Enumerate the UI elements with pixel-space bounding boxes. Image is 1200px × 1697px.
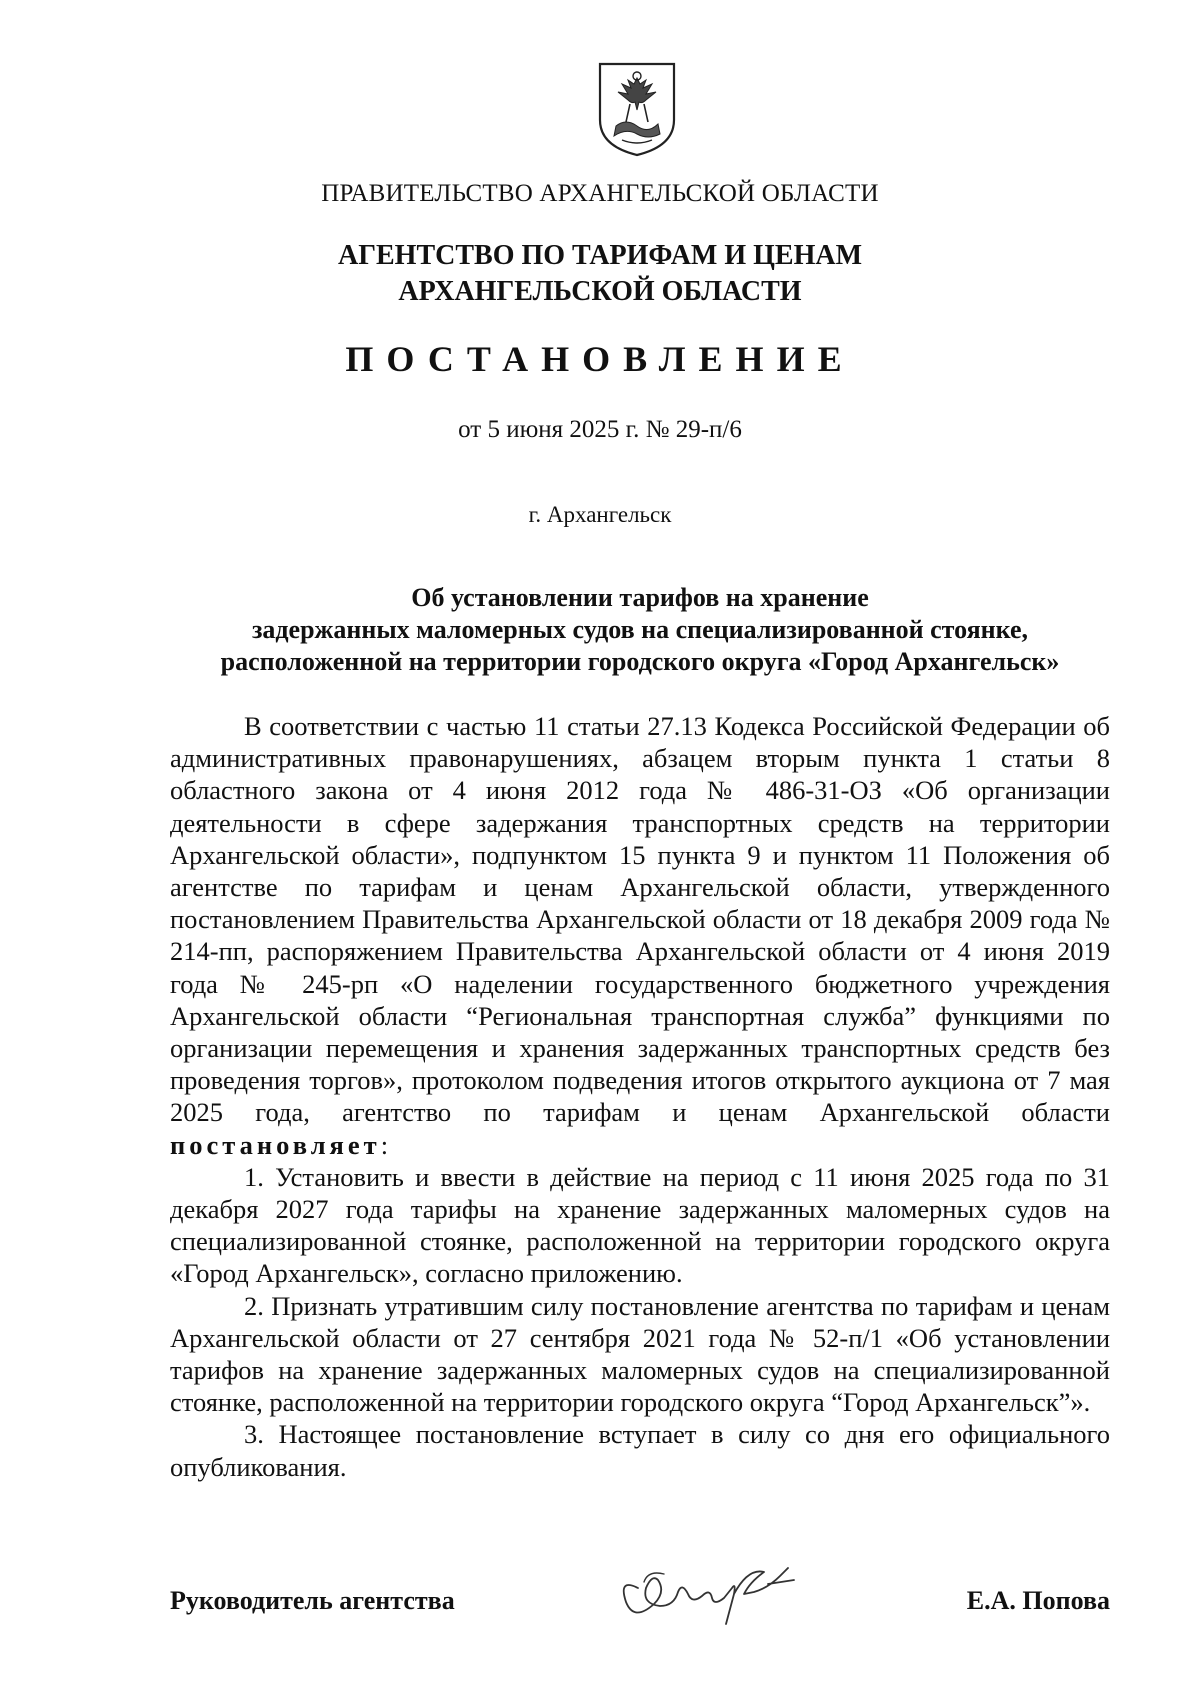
resolves-word: постановляет	[170, 1129, 381, 1160]
document-type: ПОСТАНОВЛЕНИЕ	[345, 339, 855, 379]
signature-block	[170, 1586, 1110, 1626]
item-2-paragraph: 2. Признать утратившим силу постановление агентства по тарифам и ценам Архангельской области от 27 сентября 2021 года № 52-п/1 «Об установлении тарифов на хранение задержанных маломерных судов на специализированной стоянке, расположенной на территории городского округа “Город Архангельск”».	[170, 1290, 1110, 1418]
document-date-number: от 5 июня 2025 г. № 29-п/6	[458, 416, 742, 443]
item-3-paragraph: 3. Настоящее постановление вступает в силу со дня его официального опубликования.	[170, 1419, 1110, 1482]
subject-line-2: задержанных маломерных судов на специализированной стоянке,	[251, 615, 1029, 644]
government-title: ПРАВИТЕЛЬСТВО АРХАНГЕЛЬСКОЙ ОБЛАСТИ	[321, 180, 879, 207]
document-city: г. Архангельск	[528, 502, 672, 527]
coat-of-arms-emblem	[596, 60, 678, 158]
signatory-role: Руководитель агентства	[170, 1586, 455, 1615]
agency-title-line-1: АГЕНТСТВО ПО ТАРИФАМ И ЦЕНАМ	[337, 240, 863, 271]
resolves-colon: :	[380, 1129, 389, 1160]
document-body	[170, 710, 1110, 1483]
agency-title-line-2: АРХАНГЕЛЬСКОЙ ОБЛАСТИ	[398, 276, 802, 307]
preamble-paragraph	[170, 710, 1110, 1161]
subject-line-3: расположенной на территории городского округа «Город Архангельск»	[220, 647, 1060, 676]
document-subject	[170, 582, 1110, 678]
item-1-paragraph: 1. Установить и ввести в действие на период с 11 июня 2025 года по 31 декабря 2027 года тарифы на хранение задержанных маломерных судов на специализированной стоянке, расположенной на территории городского округа «Город Архангельск», согласно приложению.	[170, 1161, 1110, 1289]
subject-line-1: Об установлении тарифов на хранение	[411, 583, 869, 612]
preamble-text: В соответствии с частью 11 статьи 27.13 Кодекса Российской Федерации об административных правонарушениях, абзацем вторым пункта 1 статьи 8 областного закона от 4 июня 2012 года № 486-31-ОЗ «Об организации деятельности в сфере задержания транспортных средств на территории Архангельской области», подпунктом 15 пункта 9 и пунктом 11 Положения об агентстве по тарифам и ценам Архангельской области, утвержденного постановлением Правительства Архангельской области от 18 декабря 2009 года № 214-пп, распоряжением Правительства Архангельской области от 4 июня 2019 года № 245-рп «О наделении государственного бюджетного учреждения Архангельской области “Региональная транспортная служба” функциями по организации перемещения и хранения задержанных транспортных средств без проведения торгов», протоколом подведения итогов открытого аукциона от 7 мая 2025 года, агентство по тарифам и ценам Архангельской области	[170, 711, 1110, 1128]
agency-title	[0, 238, 1200, 310]
signatory-name: Е.А. Попова	[966, 1586, 1110, 1615]
